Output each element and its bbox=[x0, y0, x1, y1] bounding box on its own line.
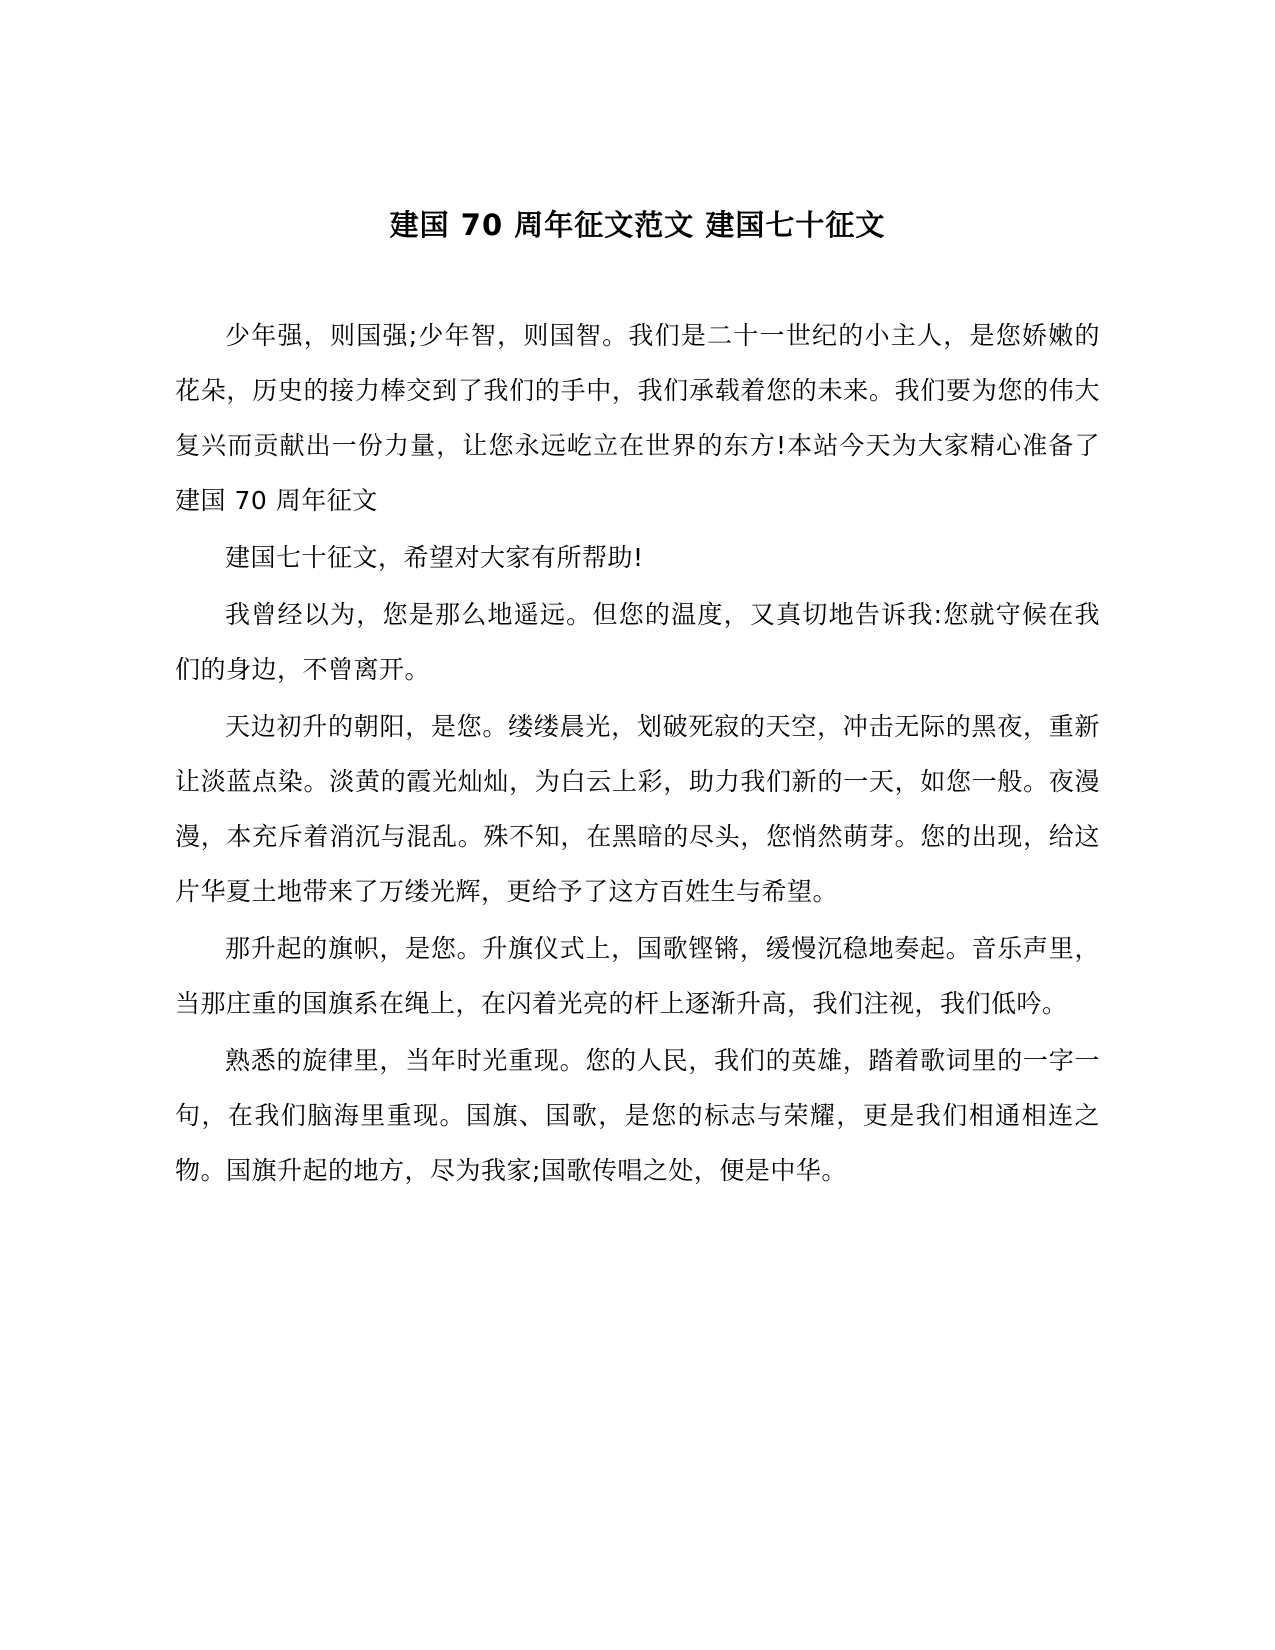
page-title: 建国 70 周年征文范文 建国七十征文 bbox=[389, 208, 886, 242]
paragraph: 建国七十征文，希望对大家有所帮助! bbox=[225, 542, 644, 572]
paragraph: 天边初升的朝阳，是您。缕缕晨光，划破死寂的天空，冲击无际的黑夜，重新让淡蓝点染。淡黄的霞光灿灿，为白云上彩，助力我们新的一天，如您一般。夜漫漫，本充斥着消沉与混乱。殊不知，在黑暗的尽头，您悄然萌芽。您的出现，给这片华夏土地带来了万缕光辉，更给予了这方百姓生与希望。 bbox=[175, 711, 1100, 906]
paragraph: 少年强，则国强;少年智，则国智。我们是二十一世纪的小主人，是您娇嫩的花朵，历史的接力棒交到了我们的手中，我们承载着您的未来。我们要为您的伟大复兴而贡献出一份力量，让您永远屹立在世界的东方!本站今天为大家精心准备了建国 70 周年征文 bbox=[175, 320, 1100, 515]
paragraph: 那升起的旗帜，是您。升旗仪式上，国歌铿锵，缓慢沉稳地奏起。音乐声里，当那庄重的国旗系在绳上，在闪着光亮的杆上逐渐升高，我们注视，我们低吟。 bbox=[175, 933, 1100, 1018]
paragraph: 熟悉的旋律里，当年时光重现。您的人民，我们的英雄，踏着歌词里的一字一句，在我们脑海里重现。国旗、国歌，是您的标志与荣耀，更是我们相通相连之物。国旗升起的地方，尽为我家;国歌传唱之处，便是中华。 bbox=[175, 1045, 1100, 1185]
paragraph: 我曾经以为，您是那么地遥远。但您的温度，又真切地告诉我:您就守候在我们的身边，不曾离开。 bbox=[175, 599, 1100, 684]
document-body bbox=[175, 308, 1100, 1198]
